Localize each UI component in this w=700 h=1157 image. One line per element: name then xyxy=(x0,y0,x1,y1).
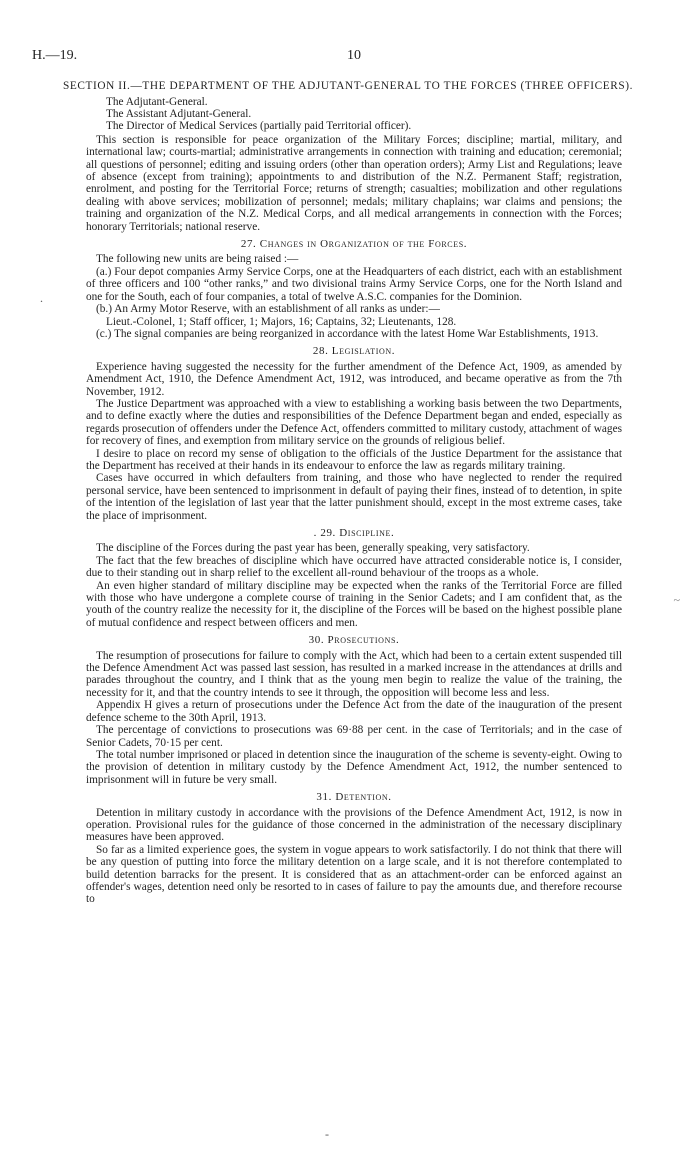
officer-item: The Director of Medical Services (partially paid Territorial officer). xyxy=(106,120,412,133)
officer-item: The Adjutant-General. xyxy=(106,95,208,108)
margin-mark: ~ xyxy=(673,593,680,607)
section-29-paragraph: The discipline of the Forces during the past year has been, generally speaking, very satisfactory. xyxy=(96,542,530,555)
section-29-paragraph: An even higher standard of military discipline may be expected when the ranks of the Territorial Force are filled with those who have undergone a complete course of training in the Senior Cadets; and I am confident that, as the youth of the country realize the necessity for it, the discipline of the Forces will be based on the highest possible plane of mutual confidence and respect between officers and men. xyxy=(86,579,622,629)
section-29-paragraph: The fact that the few breaches of discipline which have occurred have attracted considerable notice is, I consider, due to their standing out in sharp relief to the excellent all-round behaviour of the troops as a whole. xyxy=(86,554,622,580)
document-reference: H.—19. xyxy=(32,48,78,63)
margin-mark: - xyxy=(325,1127,329,1141)
section-28-paragraph: I desire to place on record my sense of obligation to the officials of the Justice Department for the assistance that the Department has received at their hands in its endeavour to enforce the law as regards military training. xyxy=(86,447,622,472)
section-27-heading: 27. Changes in Organization of the Forces. xyxy=(240,238,468,251)
section-31-heading: 31. Detention. xyxy=(316,791,392,804)
section-30-paragraph: Appendix H gives a return of prosecutions under the Defence Act from the date of the inauguration of the present defence scheme to the 30th April, 1913. xyxy=(86,699,622,724)
officers-list xyxy=(106,96,622,133)
section-27-item-c: (c.) The signal companies are being reorganized in accordance with the latest Home War Establishments, 1913. xyxy=(96,327,599,340)
section-27-lead: The following new units are being raised :— xyxy=(96,253,299,266)
section-30-paragraph: The total number imprisoned or placed in detention since the inauguration of the scheme is seventy-eight. Owing to the provision of detention in military custody by the Defence Amendment Act, 1912, the number sentenced to imprisonment will in future be very small. xyxy=(86,748,622,786)
intro-paragraph: This section is responsible for peace organization of the Military Forces; discipline; martial, military, and international law; courts-martial; administrative arrangements in connection with training and education; ceremonial; all questions of personnel; editing and issuing orders (other than operation orders); Army List and Regulations; leave of absence (except from training); appointments to and distribution of the N.Z. Permanent Staff; registration, enrolment, and posting for the Territorial Force; returns of strength; casualties; mobilization and other regulations dealing with above services; mobilization of personnel; medals; military chaplains; war claims and pensions; the training and organization of the N.Z. Medical Corps, and all medical arrangements in connection with the Forces; honorary Territorials; national reserve. xyxy=(86,133,622,233)
page-header xyxy=(32,48,622,70)
margin-mark: . xyxy=(40,291,43,305)
section-31-paragraph: Detention in military custody in accordance with the provisions of the Defence Amendment Act, 1912, is now in operation. Provisional rules for the guidance of those concerned in the administration of the necessary disciplinary measures have been approved. xyxy=(86,806,622,844)
section-28-heading: 28. Legislation. xyxy=(312,345,396,358)
section-28-paragraph: The Justice Department was approached with a view to establishing a working basis between the two Departments, and to define exactly where the duties and responsibilities of the Defence Department began and ended, especially as regards prosecution of offenders under the Defence Act, offenders committed to military custody, attachment of wages for recovery of fines, and exemption from military service on the grounds of religious belief. xyxy=(86,397,622,448)
section-30-paragraph: The percentage of convictions to prosecutions was 69·88 per cent. in the case of Territorials; and in the case of Senior Cadets, 70·15 per cent. xyxy=(86,724,622,749)
section-27-item-a: (a.) Four depot companies Army Service Corps, one at the Headquarters of each district, each with an establishment of three officers and 100 “other ranks,” and two divisional trains Army Service Corps, one for the North Island and one for the South, each of four companies, a total of twelve A.S.C. companies for the Dominion. xyxy=(86,265,622,303)
section-30-heading: 30. Prosecutions. xyxy=(308,634,400,647)
page-number: 10 xyxy=(347,48,361,63)
section-27-item-b-detail: Lieut.-Colonel, 1; Staff officer, 1; Majors, 16; Captains, 32; Lieutenants, 128. xyxy=(106,315,457,328)
section-28-paragraph: Experience having suggested the necessity for the further amendment of the Defence Act, 1909, as amended by Amendment Act, 1910, the Defence Amendment Act, 1912, was introduced, and became operative as from the 7th November, 1912. xyxy=(86,360,622,398)
section-27-item-b: (b.) An Army Motor Reserve, with an establishment of all ranks as under:— xyxy=(96,303,440,316)
section-title: SECTION II.—THE DEPARTMENT OF THE ADJUTANT-GENERAL TO THE FORCES (THREE OFFICERS). xyxy=(62,80,634,92)
section-31-paragraph: So far as a limited experience goes, the system in vogue appears to work satisfactorily. I do not think that there will be any question of putting into force the military detention on a large scale, and it is not therefore contemplated to build detention barracks for the present. It is considered that as an attachment-order can be enforced against an offender's wages, detention need only be resorted to in cases of failure to pay the amounts due, and therefore recourse to xyxy=(86,843,622,906)
officer-item: The Assistant Adjutant-General. xyxy=(106,108,252,120)
section-28-paragraph: Cases have occurred in which defaulters from training, and those who have neglected to render the required personal service, have been sentenced to imprisonment in default of paying their fines, instead of to detention, in spite of the intention of the legislation of last year that the latter punishment should, except in the most extreme cases, take the place of imprisonment. xyxy=(86,472,622,522)
section-29-heading: . 29. Discipline. xyxy=(313,527,395,539)
section-30-paragraph: The resumption of prosecutions for failure to comply with the Act, which had been to a certain extent suspended till the Defence Amendment Act was passed last session, has resulted in a marked increase in the attendances at drills and parades throughout the country, and I think that as the young men begin to realize the value of the training, the necessity for it, and that the country intends to see it through, the opposition will become less and less. xyxy=(86,649,622,699)
